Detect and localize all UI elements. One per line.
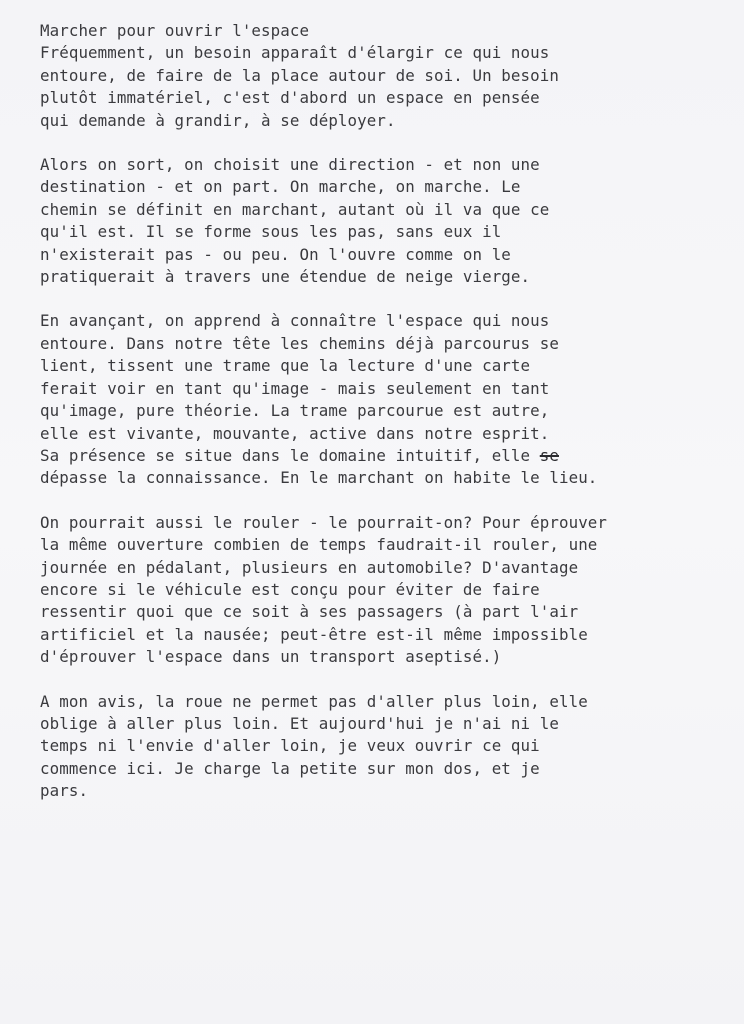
text-line: qui demande à grandir, à se déployer.	[40, 110, 396, 130]
typewritten-text	[40, 20, 730, 825]
text-line: elle est vivante, mouvante, active dans notre esprit.	[40, 423, 550, 443]
text-line: n'existerait pas - ou peu. On l'ouvre comme on le	[40, 244, 511, 264]
text-line: Fréquemment, un besoin apparaît d'élargir ce qui nous	[40, 43, 550, 63]
text-line: En avançant, on apprend à connaître l'espace qui nous	[40, 311, 550, 331]
text-line: oblige à aller plus loin. Et aujourd'hui je n'ai ni le	[40, 713, 559, 733]
text-line-with-strike	[40, 445, 730, 467]
text-line: pratiquerait à travers une étendue de neige vierge.	[40, 267, 531, 287]
text-line: commence ici. Je charge la petite sur mon dos, et je	[40, 758, 540, 778]
text-line: encore si le véhicule est conçu pour éviter de faire	[40, 579, 540, 599]
text-line: plutôt immatériel, c'est d'abord un espace en pensée	[40, 88, 540, 108]
text-line: artificiel et la nausée; peut-être est-il même impossible	[40, 624, 588, 644]
text-line: entoure. Dans notre tête les chemins déjà parcourus se	[40, 333, 559, 353]
text-line: Alors on sort, on choisit une direction - et non une	[40, 155, 540, 175]
struck-word: se	[539, 445, 559, 465]
text-line: A mon avis, la roue ne permet pas d'aller plus loin, elle	[40, 691, 588, 711]
text-line: lient, tissent une trame que la lecture d'une carte	[40, 356, 531, 376]
text-line: destination - et on part. On marche, on marche. Le	[40, 177, 521, 197]
document-title: Marcher pour ouvrir l'espace	[40, 21, 310, 40]
text-line: entoure, de faire de la place autour de soi. Un besoin	[40, 65, 559, 85]
text-line: chemin se définit en marchant, autant où il va que ce	[40, 199, 550, 219]
text-line: On pourrait aussi le rouler - le pourrait-on? Pour éprouver	[40, 512, 608, 532]
paragraph-4	[40, 512, 730, 669]
paragraph-5	[40, 691, 730, 803]
paragraph-3	[40, 310, 730, 489]
text-line: dépasse la connaissance. En le marchant on habite le lieu.	[40, 468, 598, 488]
text-line: qu'image, pure théorie. La trame parcourue est autre,	[40, 401, 550, 421]
text-line: temps ni l'envie d'aller loin, je veux ouvrir ce qui	[40, 736, 540, 756]
paragraph-2	[40, 154, 730, 288]
text-line: d'éprouver l'espace dans un transport aseptisé.)	[40, 647, 502, 667]
text-line: pars.	[40, 781, 89, 801]
text-line: journée en pédalant, plusieurs en automobile? D'avantage	[40, 557, 579, 577]
text-line: ressentir quoi que ce soit à ses passagers (à part l'air	[40, 602, 579, 622]
paragraph-1	[40, 42, 730, 132]
text-line: ferait voir en tant qu'image - mais seulement en tant	[40, 378, 550, 398]
text-line: qu'il est. Il se forme sous les pas, sans eux il	[40, 222, 502, 242]
text-fragment: Sa présence se situe dans le domaine intuitif, elle	[40, 445, 540, 465]
text-line: la même ouverture combien de temps faudrait-il rouler, une	[40, 535, 598, 555]
